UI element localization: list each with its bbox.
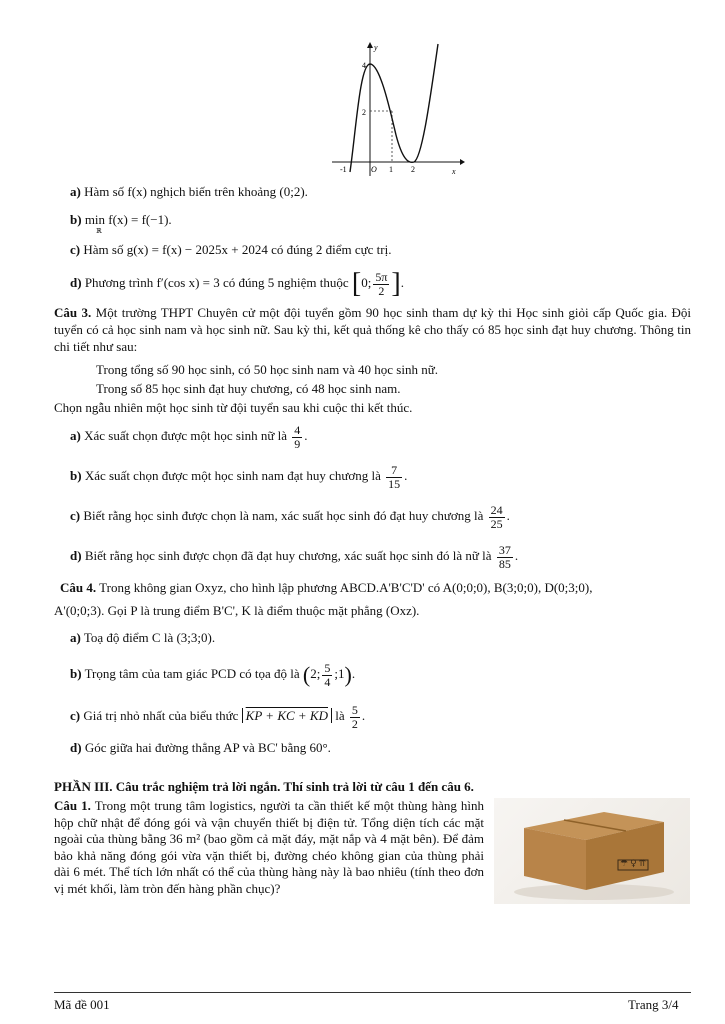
q2-option-b (70, 212, 172, 235)
x-axis-label: x (452, 167, 456, 176)
option-text: Hàm số f(x) nghịch biến trên khoảng (0;2). (84, 184, 308, 199)
question-title: Câu 3. (54, 305, 92, 320)
question-title: Câu 4. (60, 580, 97, 595)
y-tick-2: 2 (362, 108, 366, 117)
q4-option-c: c) Giá trị nhỏ nhất của biểu thức KP + KC + KD là $\frac{5}{2}$ . (70, 702, 366, 731)
part3-heading: PHẦN III. Câu trắc nghiệm trả lời ngắn. Thí sinh trả lời từ câu 1 đến câu 6. (54, 779, 474, 794)
x-axis-arrow (460, 159, 465, 165)
question-text: Trong một trung tâm logistics, người ta cần thiết kế một thùng hàng hình hộp chữ nhật để đóng gói và vận chuyển thiết bị điện tử. Tổng diện tích các mặt ngoài của thùng bằng 36 m² (bao gồm cả mặt đáy, mặt nắp và 4 mặt bên). Để đảm bảo khả năng đóng gói vừa vặn thiết bị, đường chéo không gian của thùng phải dài 6 mét. Thể tích lớn nhất có thể của thùng hàng này là bao nhiêu (tính theo đơn vị mét khối, làm tròn đến hàng phần chục)? (54, 798, 485, 896)
q2-option-d: d) Phương trình f′(cos x) = 3 có đúng 5 nghiệm thuộc [0; $\frac{5\pi}{2}$ ]. (70, 268, 404, 300)
q3-intro (54, 304, 691, 355)
question-title: Câu 1. (54, 798, 91, 813)
handling-symbols: ☂♀⇈ (620, 859, 649, 869)
q4-option-a: a) Toạ độ điểm C là (3;3;0). (70, 630, 216, 645)
function-graph (326, 40, 466, 180)
q4-line-1: Câu 4. Trong không gian Oxyz, cho hình lập phương ABCD.A'B'C'D' có A(0;0;0), B(3;0;0), D(0;3;0), (60, 580, 593, 595)
question-text: Một trường THPT Chuyên cử một đội tuyển gồm 90 học sinh tham dự kỳ thi Học sinh giỏi cấp Quốc gia. Đội tuyển có cả học sinh nam và học sinh nữ. Sau kỳ thi, kết quả thống kê cho thấy có 85 học sinh đạt huy chương. Thông tin chi tiết như sau: (54, 305, 691, 354)
part3-q1 (54, 798, 484, 897)
footer-rule (54, 992, 691, 993)
y-axis-label: y (374, 43, 378, 52)
option-text: Hàm số g(x) = f(x) − 2025x + 2024 có đúng 2 điểm cực trị. (83, 242, 392, 257)
box-illustration (494, 798, 690, 904)
interval-start: 0; (361, 275, 372, 290)
option-label: c) (70, 242, 81, 257)
y-axis-arrow (367, 42, 373, 48)
q3-option-c: c) Biết rằng học sinh được chọn là nam, xác suất học sinh đó đạt huy chương là $\frac{24}{25}$ . (70, 502, 510, 531)
q3-bullet-1: Trong tổng số 90 học sinh, có 50 học sinh nam và 40 học sinh nữ. (96, 362, 439, 377)
min-subscript: ℝ (96, 227, 102, 235)
option-label: b) (70, 212, 82, 227)
footer-code: Mã đề 001 (54, 997, 110, 1012)
q2-option-c (70, 242, 391, 258)
origin-label: O (371, 165, 377, 174)
q4-option-d: d) Góc giữa hai đường thẳng AP và BC' bằng 60°. (70, 740, 331, 755)
y-tick-4: 4 (362, 61, 366, 70)
option-text: Phương trình f′(cos x) = 3 có đúng 5 nghiệm thuộc (84, 275, 349, 290)
q3-option-a: a) Xác suất chọn được một học sinh nữ là $\frac{4}{9}$ . (70, 422, 308, 451)
footer-page: Trang 3/4 (628, 997, 679, 1012)
option-label: d) (70, 275, 82, 290)
option-label: a) (70, 184, 81, 199)
cardboard-box-image (494, 798, 690, 904)
option-text: min f(x) = f(−1). (84, 212, 172, 227)
q3-pick: Chọn ngẫu nhiên một học sinh từ đội tuyển sau khi cuộc thi kết thúc. (54, 400, 413, 415)
q2-option-a (70, 184, 308, 200)
x-tick-2: 2 (411, 165, 415, 174)
x-tick-neg1: -1 (340, 165, 347, 174)
q4-option-b: b) Trọng tâm của tam giác PCD có tọa độ là (2; $\frac{5}{4}$ ;1). (70, 660, 356, 689)
x-tick-1: 1 (389, 165, 393, 174)
q3-option-b: b) Xác suất chọn được một học sinh nam đạt huy chương là $\frac{7}{15}$ . (70, 462, 408, 491)
q3-bullet-2: Trong số 85 học sinh đạt huy chương, có 48 học sinh nam. (96, 381, 401, 396)
q3-option-d: d) Biết rằng học sinh được chọn đã đạt huy chương, xác suất học sinh đó là nữ là $\frac{37}{85}$ . (70, 542, 519, 571)
q4-line-2: A'(0;0;3). Gọi P là trung điểm B'C', K là điểm thuộc mặt phẳng (Oxz). (54, 603, 420, 618)
